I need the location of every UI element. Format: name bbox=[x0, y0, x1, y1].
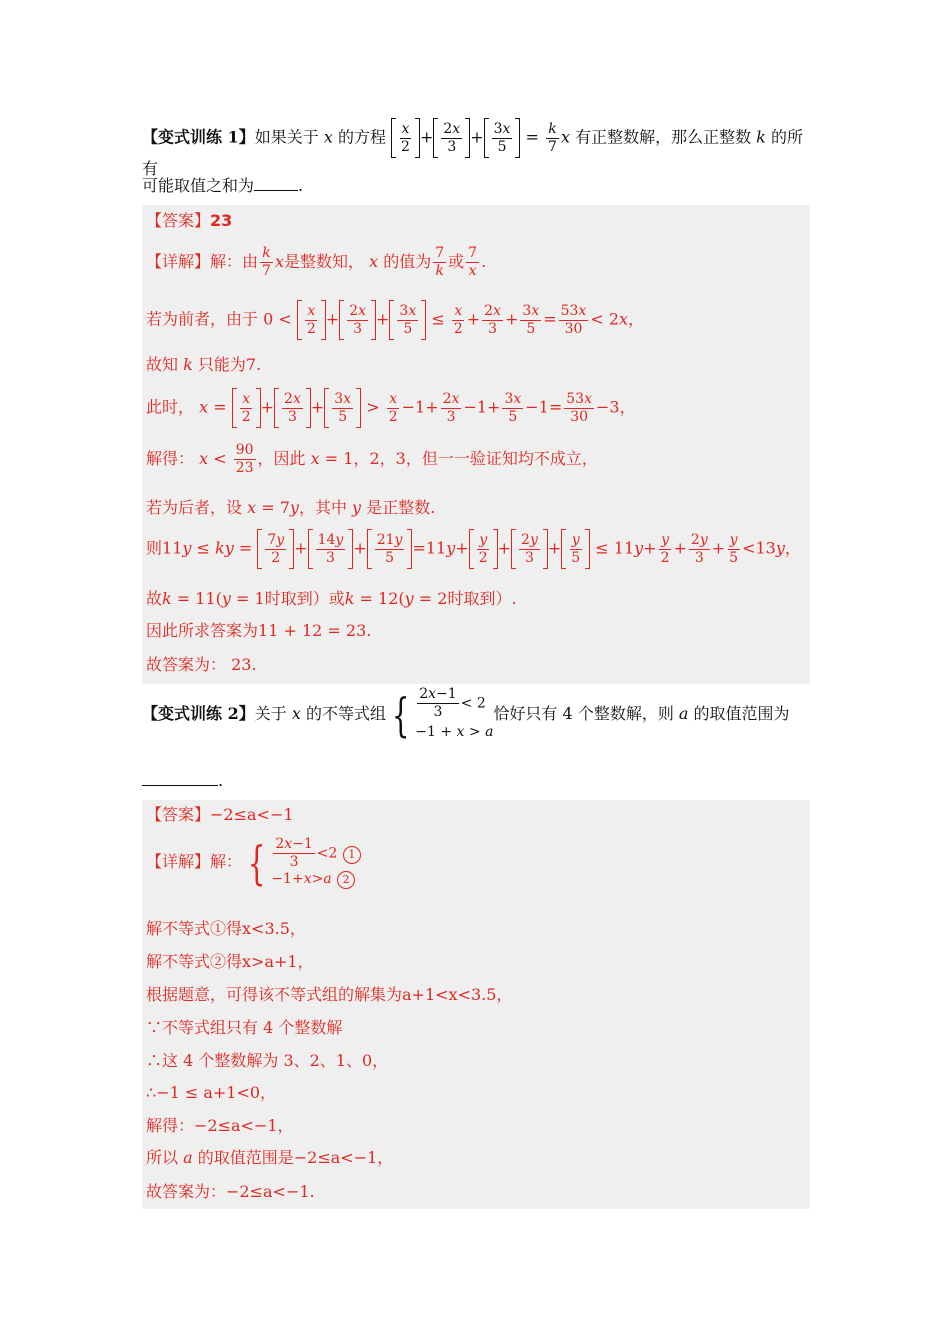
solution-line-1: 解不等式①得x<3.5， bbox=[146, 919, 306, 938]
solution-line-3: 根据题意，可得该不等式组的解集为a+1<x<3.5， bbox=[146, 985, 513, 1004]
exercise-2-stem: 【变式训练 2】关于 x 的不等式组 { $\frac{2x-1}{3}$ < 2 −1 + x > a 恰好只有 4 个整数解，则 a 的取值范围为 bbox=[142, 686, 790, 742]
detail-line-1: 【详解】解： { $\frac{2x-1}{3}$ <2 1 −1+x>a 2 bbox=[146, 836, 362, 889]
detail-line-5: 解得： x < $\frac{90}{23}$ ，因此 x = 1，2，3，但一一验证知均不成立， bbox=[146, 442, 598, 476]
detail-line-2: 若为前者，由于 0 < $\frac{x}{2}$ + $\frac{2x}{3}$ + $\frac{3x}{5}$ ≤ $\frac{x}{2}$ + $\frac{2x}{3}$ + $\frac{3x}{5}$ = $\frac{53x}{30}$ < 2x， bbox=[146, 300, 644, 340]
exercise-1-tag: 【变式训练 1】 bbox=[142, 127, 255, 147]
answer-line: 【答案】−2≤a<−1 bbox=[146, 805, 294, 824]
solution-line-6: ∴−1 ≤ a+1<0， bbox=[146, 1083, 277, 1102]
detail-line-6: 若为后者，设 x = 7y，其中 y 是正整数. bbox=[146, 498, 436, 517]
solution-line-8: 所以 a 的取值范围是−2≤a<−1， bbox=[146, 1148, 394, 1167]
exercise-2-answer-box bbox=[142, 800, 810, 1209]
detail-line-10: 故答案为： 23. bbox=[146, 655, 257, 674]
detail-line-7: 则11y ≤ ky = $\frac{7y}{2}$ + $\frac{14y}{3}$ + $\frac{21y}{5}$ =11y+ $\frac{y}{2}$ + $\frac{2y}{3}$ + $\frac{y}{5}$ ≤ 11y+ $\frac{y}{2}$ + $\frac{2y}{3}$ + $\frac{y}{5}$ <13y， bbox=[146, 529, 801, 569]
solution-line-2: 解不等式②得x>a+1， bbox=[146, 952, 314, 971]
exercise-1-answer-box bbox=[142, 205, 810, 684]
exercise-2-stem-line2: . bbox=[142, 770, 810, 792]
detail-line-9: 因此所求答案为11 + 12 = 23. bbox=[146, 621, 372, 640]
solution-line-5: ∴这 4 个整数解为 3、2、1、0， bbox=[146, 1051, 389, 1070]
solution-line-9: 故答案为：−2≤a<−1. bbox=[146, 1182, 315, 1201]
detail-line-8: 故k = 11(y = 1时取到）或k = 12(y = 2时取到）. bbox=[146, 589, 517, 608]
answer-blank bbox=[142, 785, 218, 786]
exercise-1-stem: 【变式训练 1】如果关于 x 的方程 $\frac{x}{2}$ + $\frac{2x}{3}$ + $\frac{3x}{5}$ = $\frac{k}{7}$ x 有正整数解，那么正整数 k 的所有 bbox=[142, 118, 810, 180]
exercise-2-tag: 【变式训练 2】 bbox=[142, 704, 255, 723]
answer-line: 【答案】23 bbox=[146, 211, 233, 230]
detail-line-1: 【详解】解：由 $\frac{k}{7}$ x是整数知， x 的值为 $\frac{7}{k}$ 或 $\frac{7}{x}$ . bbox=[146, 245, 487, 279]
detail-line-4: 此时， x = $\frac{x}{2}$ + $\frac{2x}{3}$ + $\frac{3x}{5}$ > $\frac{x}{2}$ −1+ $\frac{2x}{3}$ −1+ $\frac{3x}{5}$ −1= $\frac{53x}{30}$ −3， bbox=[146, 388, 636, 428]
detail-line-3: 故知 k 只能为7. bbox=[146, 355, 262, 374]
solution-line-4: ∵不等式组只有 4 个整数解 bbox=[146, 1018, 343, 1037]
answer-blank bbox=[254, 190, 298, 191]
exercise-1-stem-line2: 可能取值之和为 . bbox=[142, 176, 304, 195]
solution-line-7: 解得：−2≤a<−1， bbox=[146, 1116, 294, 1135]
